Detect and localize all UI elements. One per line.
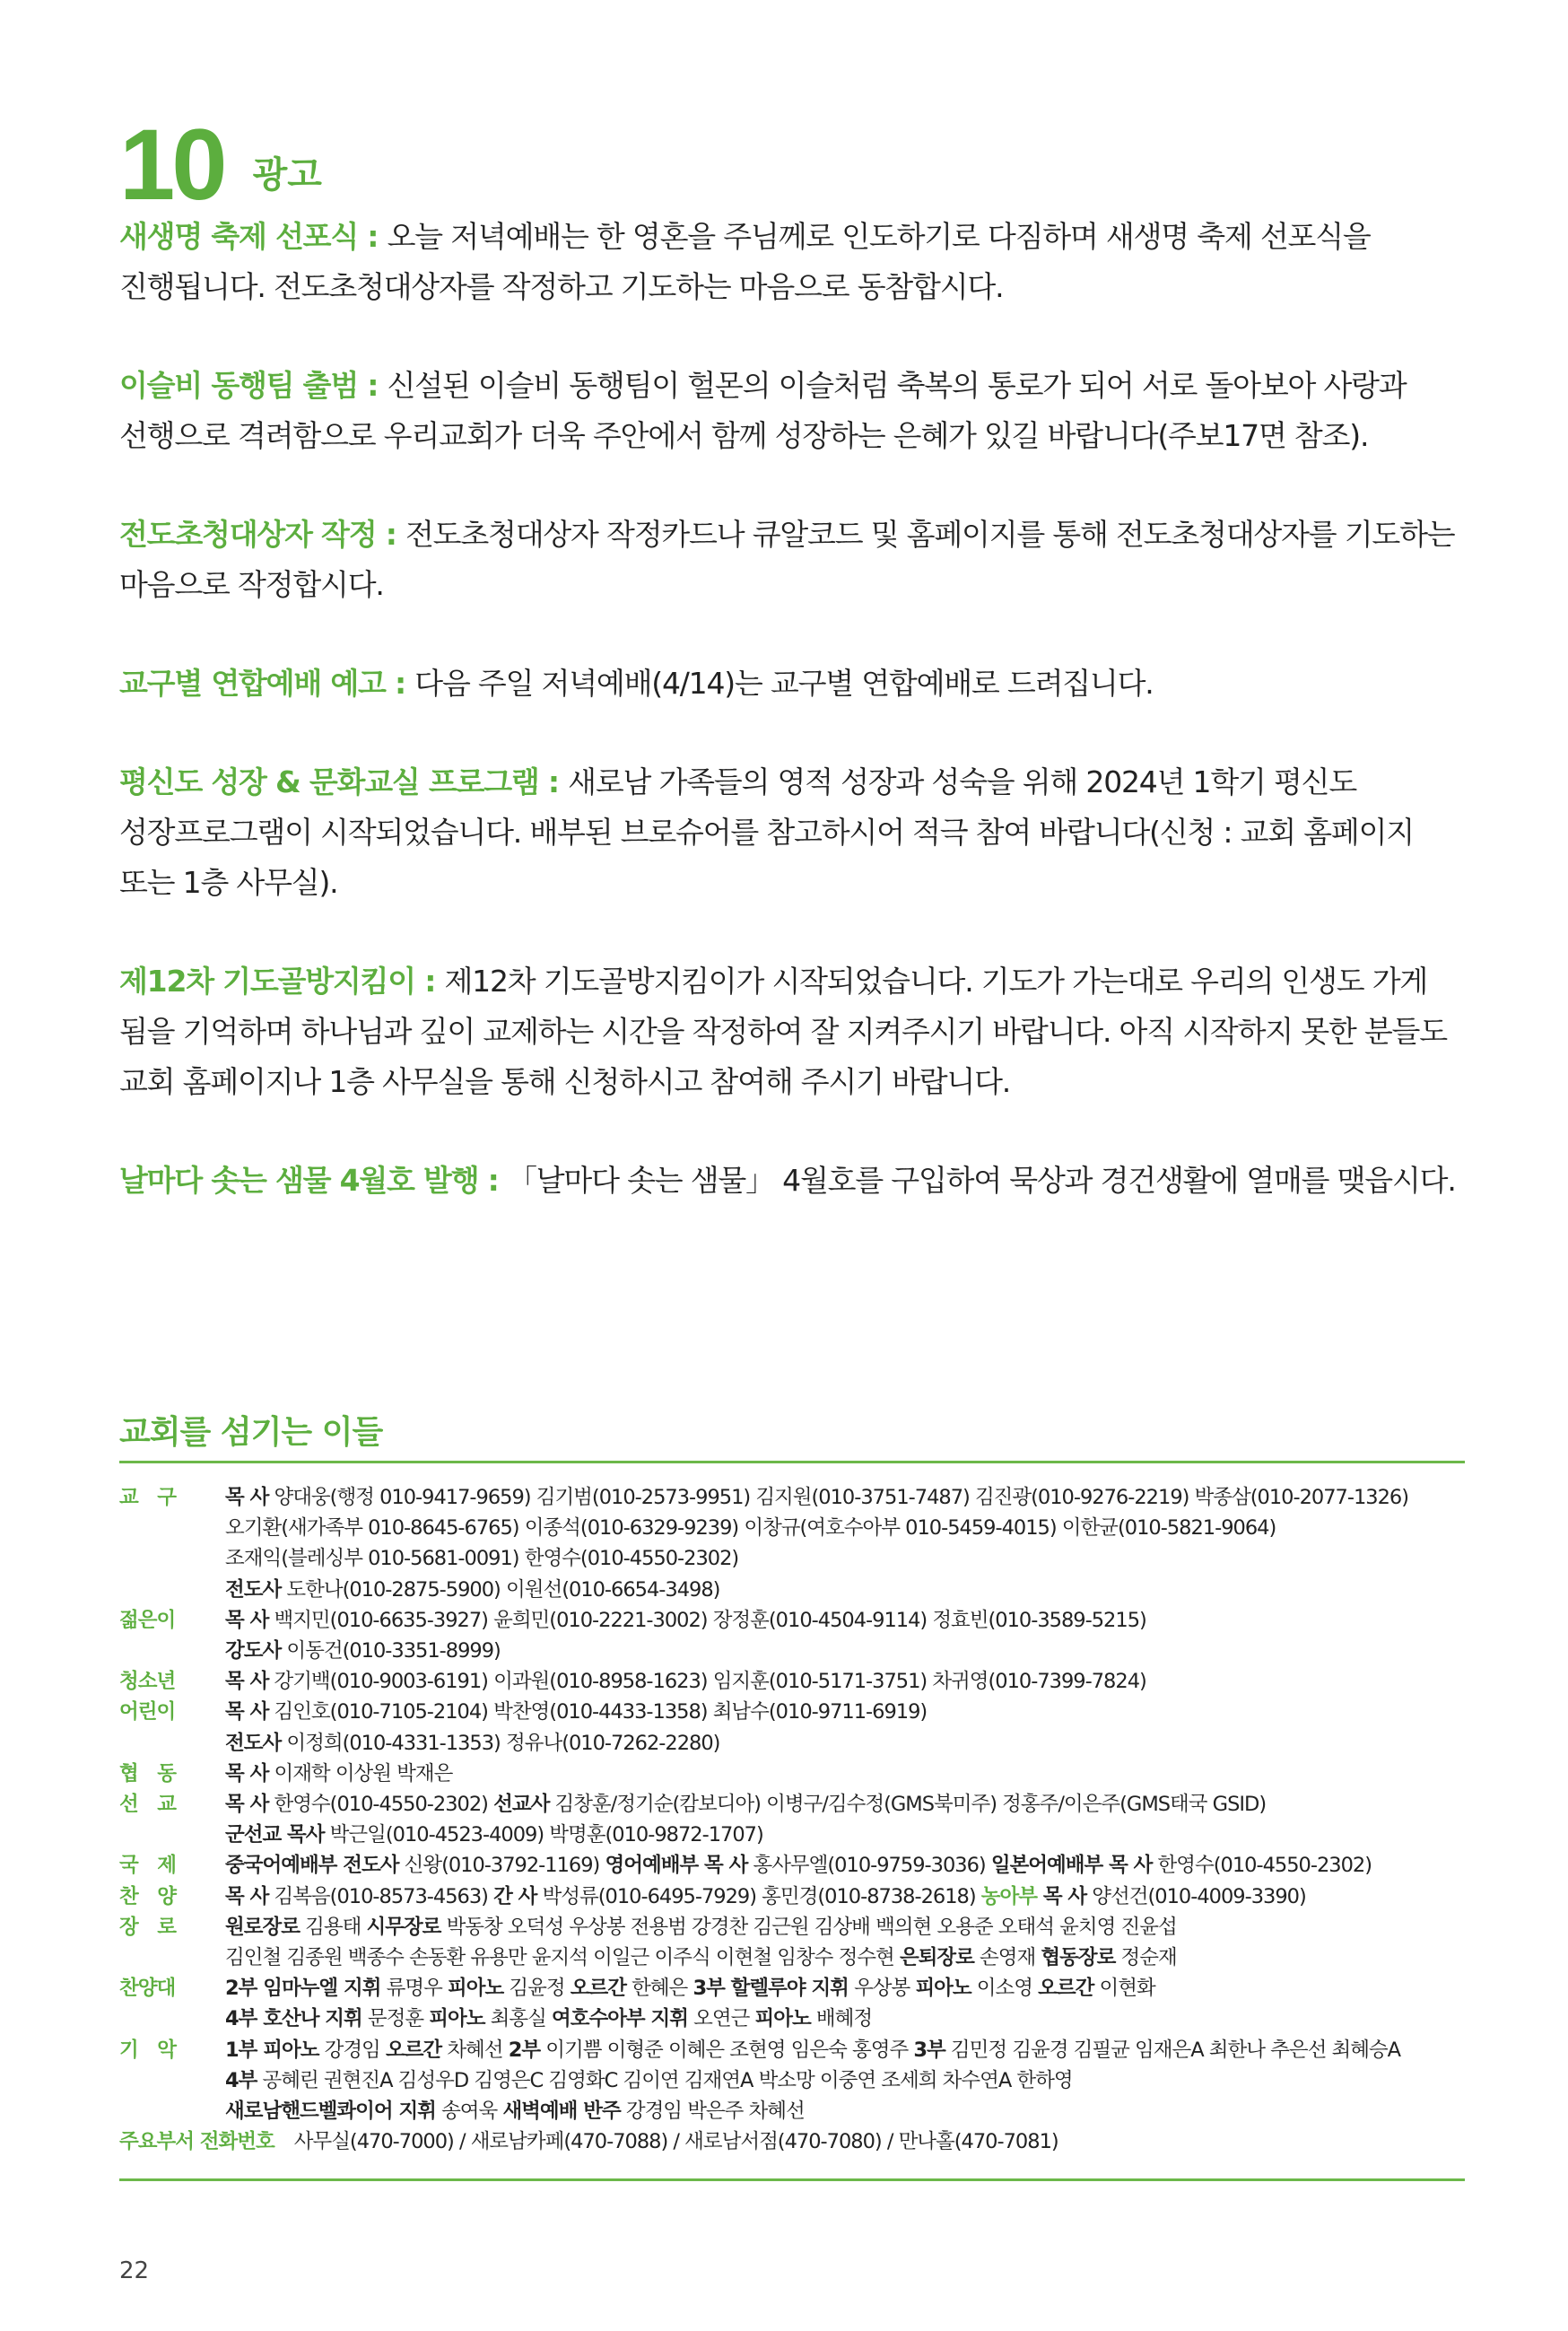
staff-names: 송여욱 [435,2100,503,2124]
staff-role: 새벽예배 반주 [502,2100,621,2124]
staff-names: 도한나(010-2875-5900) 이원선(010-6654-3498) [281,1577,720,1602]
staff-role: 일본어예배부 목 사 [990,1854,1153,1878]
staff-role: 군선교 목사 [225,1823,325,1847]
announcement-separator: : [376,517,405,552]
staff-names: 정순재 [1115,1946,1177,1970]
announcement-text: 신설된 이슬비 동행팀이 헐몬의 이슬처럼 축복의 통로가 되어 서로 돌아보아 사랑과 선행으로 격려함으로 우리교회가 더욱 주안에서 함께 성장하는 은혜가 있길 바랍니다(주보17면 참조). [119,368,1407,453]
staff-role: 오르간 [570,1977,626,2001]
staff-names: 손영재 [973,1946,1041,1970]
staff-row-music [119,2035,1483,2127]
announcement-text: 전도초청대상자 작정카드나 큐알코드 및 홈페이지를 통해 전도초청대상자를 기도하는 마음으로 작정합시다. [119,517,1455,602]
staff-role: 영어예배부 목 사 [605,1854,748,1878]
announcement-text: 다음 주일 저녁예배(4/14)는 교구별 연합예배로 드려집니다. [414,666,1154,701]
staff-names: 홍사무엘(010-9759-3036) [747,1854,991,1878]
staff-names: 김민정 김윤경 김필균 임재은A 최한나 추은선 최혜승A [945,2038,1401,2062]
staff-names: 김복음(010-8573-4563) [268,1884,494,1908]
section-title: 광고 [252,154,322,196]
staff-role: 목 사 [1037,1884,1087,1908]
staff-names: 백지민(010-6635-3927) 윤희민(010-2221-3002) 장정훈(010-4504-9114) 정효빈(010-3589-5215) [268,1608,1146,1632]
instrument-line [225,2035,1483,2065]
staff-names: 한영수(010-4550-2302) [1152,1854,1372,1878]
staff-section-title: 교회를 섬기는 이들 [119,1414,383,1451]
staff-role: 원로장로 [225,1915,300,1939]
staff-role: 2부 [508,2038,541,2062]
staff-names: 김인호(010-7105-2104) 박찬영(010-4433-1358) 최남수(010-9711-6919) [268,1700,928,1724]
announcement-text: 새로남 가족들의 영적 성장과 성숙을 위해 2024년 1학기 평신도 성장프로그램이 시작되었습니다. 배부된 브로슈어를 참고하시어 적극 참여 바랍니다(신청 : 교회 홈페이지 또는 1층 사무실). [119,764,1414,900]
staff-names: 류명우 [380,1977,448,2001]
staff-role: 새로남핸드벨콰이어 지휘 [225,2100,436,2124]
staff-role: 피아노 [915,1977,971,2001]
staff-role: 3부 할렐루야 지휘 [693,1977,849,2001]
staff-category: 어린이 [119,1700,176,1724]
staff-names: 이현화 [1093,1977,1155,2001]
staff-names: 이정희(010-4331-1353) 정유나(010-7262-2280) [281,1731,720,1755]
staff-role: 목 사 [225,1670,269,1694]
staff-role: 목 사 [225,1761,269,1785]
staff-names: 오기환(새가족부 010-8645-6765) 이종석(010-6329-9239) 이창규(여호수아부 010-5459-4015) 이한균(010-5821-9064) [225,1516,1276,1541]
staff-role: 피아노 [447,1977,504,2001]
staff-names: 김인철 김종원 백종수 손동환 유용만 윤지석 이일근 이주식 이현철 임창수 정수현 [225,1946,900,1970]
staff-names: 조재익(블레싱부 010-5681-0091) 한영수(010-4550-2302) [225,1547,739,1571]
staff-names: 김용태 [299,1915,367,1939]
announcement-item [119,1156,1465,1206]
staff-role: 선교사 [493,1793,550,1817]
staff-names: 박동창 오덕성 우상봉 전용범 강경찬 김근원 김상배 백의현 오용준 오태석 윤치영 진윤섭 [440,1915,1177,1939]
divider-bottom [119,2178,1465,2181]
staff-category: 찬 양 [119,1884,176,1908]
staff-role: 전도사 [225,1577,282,1602]
staff-role: 오르간 [385,2038,442,2062]
announcement-item [119,757,1465,908]
staff-directory [119,1482,1483,2157]
staff-row-choir [119,1973,1483,2034]
staff-names: 최홍실 [484,2007,552,2031]
staff-names: 차혜선 [441,2038,509,2062]
staff-role: 2부 임마누엘 지휘 [225,1977,381,2001]
staff-names: 박근일(010-4523-4009) 박명훈(010-9872-1707) [324,1823,763,1847]
staff-names: 한혜은 [625,1977,693,2001]
staff-row-mission [119,1789,1483,1850]
section-number: 10 [119,109,224,221]
staff-names: 우상봉 [848,1977,916,2001]
choir-line [225,2004,1483,2034]
staff-role: 1부 피아노 [225,2038,319,2062]
staff-role: 협동장로 [1041,1946,1116,1970]
contact-numbers: 사무실(470-7000) / 새로남카페(470-7088) / 새로남서점(470-7080) / 만나홀(470-7081) [293,2130,1058,2154]
staff-role: 은퇴장로 [899,1946,974,1970]
instrument-line [225,2096,1483,2126]
page-header [119,109,322,221]
staff-row-elders [119,1912,1483,1973]
staff-names: 김창훈/정기순(캄보디아) 이병구/김수정(GMS북미주) 정홍주/이은주(GMS태국 GSID) [549,1793,1267,1817]
staff-subcategory: 농아부 [980,1884,1038,1908]
announcement-item [119,212,1465,312]
staff-names: 강경임 [318,2038,386,2062]
staff-names: 강경임 박은주 차혜선 [620,2100,805,2124]
contact-row [119,2126,1483,2157]
announcement-separator: : [478,1163,508,1198]
staff-names: 이재학 이상원 박재은 [268,1761,453,1785]
announcement-item [119,361,1465,461]
announcement-item [119,956,1465,1107]
staff-role: 강도사 [225,1639,282,1663]
announcement-text: 오늘 저녁예배는 한 영혼을 주님께로 인도하기로 다짐하며 새생명 축제 선포식을 진행됩니다. 전도초청대상자를 작정하고 기도하는 마음으로 동참합시다. [119,219,1371,304]
staff-names: 배혜정 [810,2007,873,2031]
announcement-label: 새생명 축제 선포식 [119,219,359,254]
announcement-label: 날마다 솟는 샘물 4월호 발행 [119,1163,479,1198]
announcement-label: 평신도 성장 & 문화교실 프로그램 [119,764,539,799]
announcement-label: 전도초청대상자 작정 [119,517,377,552]
staff-role: 간 사 [493,1884,537,1908]
staff-names: 한영수(010-4550-2302) [268,1793,494,1817]
staff-role: 오르간 [1038,1977,1094,2001]
staff-role: 시무장로 [366,1915,441,1939]
staff-row-teen [119,1666,1483,1697]
staff-category: 협 동 [119,1761,176,1785]
staff-category: 국 제 [119,1854,176,1878]
announcement-text: 「날마다 솟는 샘물」 4월호를 구입하여 묵상과 경건생활에 열매를 맺읍시다. [507,1163,1456,1198]
staff-role: 목 사 [225,1793,269,1817]
staff-row-intl [119,1850,1483,1881]
staff-role: 피아노 [754,2007,811,2031]
staff-names: 이소영 [971,1977,1039,2001]
staff-role: 4부 호산나 지휘 [225,2007,362,2031]
staff-names: 신왕(010-3792-1169) [398,1854,605,1878]
staff-names: 오연근 [687,2007,755,2031]
staff-names: 양선건(010-4009-3390) [1086,1884,1306,1908]
announcement-text: 제12차 기도골방지킴이가 시작되었습니다. 기도가 가는대로 우리의 인생도 가게 됨을 기억하며 하나님과 깊이 교제하는 시간을 작정하여 잘 지켜주시기 바랍니다. 아직 시작하지 못한 분들도 교회 홈페이지나 1층 사무실을 통해 신청하시고 참여해 주시기 바랍니다. [119,964,1447,1099]
staff-row-youth [119,1605,1483,1666]
divider-top [119,1461,1465,1463]
announcement-label: 제12차 기도골방지킴이 [119,964,415,999]
staff-row-assoc [119,1759,1483,1789]
staff-category: 선 교 [119,1793,176,1817]
staff-role: 전도사 [225,1731,282,1755]
announcement-separator: : [538,764,569,799]
announcement-item [119,510,1465,610]
staff-row-praise [119,1881,1483,1912]
staff-role: 목 사 [225,1884,269,1908]
announcement-separator: : [414,964,445,999]
staff-role: 목 사 [225,1700,269,1724]
announcement-list [119,212,1465,1206]
staff-names: 공혜린 권현진A 김성우D 김영은C 김영화C 김이연 김재연A 박소망 이중연 조세희 차수연A 한하영 [257,2068,1073,2092]
announcement-label: 교구별 연합예배 예고 [119,666,386,701]
staff-names: 이동건(010-3351-8999) [281,1639,501,1663]
staff-row-child [119,1697,1483,1758]
staff-category: 기 악 [119,2038,176,2062]
page-number: 22 [119,2257,150,2284]
staff-role: 3부 [913,2038,945,2062]
announcement-label: 이슬비 동행팀 출범 [119,368,359,403]
staff-row-gyogu [119,1482,1483,1605]
staff-names: 강기백(010-9003-6191) 이과원(010-8958-1623) 임지훈(010-5171-3751) 차귀영(010-7399-7824) [268,1670,1146,1694]
contact-label: 주요부서 전화번호 [119,2130,274,2154]
staff-role: 여호수아부 지휘 [551,2007,688,2031]
instrument-line [225,2065,1483,2096]
announcement-item [119,659,1465,709]
staff-category: 교 구 [119,1486,176,1509]
staff-names: 문정훈 [362,2007,430,2031]
staff-role: 목 사 [225,1608,269,1632]
staff-names: 김윤정 [503,1977,571,2001]
announcement-separator: : [358,368,388,403]
announcement-separator: : [358,219,388,254]
staff-category: 찬양대 [119,1977,176,2001]
staff-role: 중국어예배부 전도사 [225,1854,399,1878]
staff-role: 피아노 [429,2007,485,2031]
staff-category: 청소년 [119,1670,176,1694]
staff-category: 장 로 [119,1915,176,1939]
staff-role: 4부 [225,2068,257,2092]
choir-line [225,1973,1483,2004]
staff-names: 양대웅(행정 010-9417-9659) 김기범(010-2573-9951) 김지원(010-3751-7487) 김진광(010-9276-2219) 박종삼(010-2077-1326) [268,1486,1409,1509]
announcement-separator: : [385,666,415,701]
staff-names: 이기쁨 이형준 이혜은 조현영 임은숙 홍영주 [540,2038,914,2062]
staff-role: 목 사 [225,1486,269,1509]
staff-names: 박성류(010-6495-7929) 홍민경(010-8738-2618) [536,1884,981,1908]
staff-category: 젊은이 [119,1608,176,1632]
